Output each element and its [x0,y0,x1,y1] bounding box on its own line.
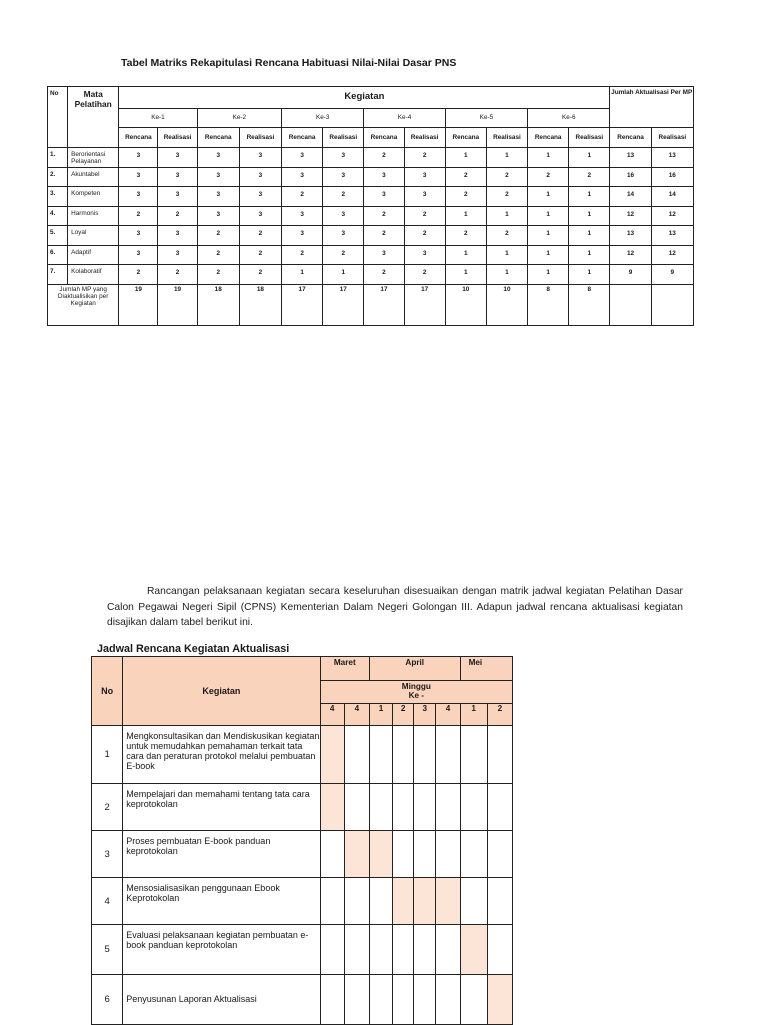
total-cell: 19 [119,284,158,325]
matrix-cell: 2 [486,226,527,246]
schedule-cell [436,726,460,784]
table1-title: Tabel Matriks Rekapitulasi Rencana Habituasi Nilai-Nilai Dasar PNS [121,57,457,69]
matrix-cell: 3 [404,187,445,207]
col-header-realisasi: Realisasi [569,128,610,148]
matrix-cell: 2 [404,226,445,246]
matrix-cell: 13 [651,226,693,246]
schedule-cell [436,784,460,831]
minggu-header [320,681,512,704]
schedule-row-number: 4 [92,878,123,925]
col-header-rencana: Rencana [364,128,404,148]
kegiatan-ke-3: Ke-3 [282,109,364,128]
col-header-rencana: Rencana [119,128,158,148]
matrix-cell: 2 [364,206,404,226]
matrix-cell: 9 [610,265,651,285]
schedule-cell [320,831,344,878]
schedule-row-number: 1 [92,726,123,784]
kegiatan-ke-2: Ke-2 [197,109,281,128]
matrix-cell: 14 [610,187,651,207]
mata-pelatihan-name: Adaptif [68,245,119,265]
matrix-cell: 12 [610,206,651,226]
matrix-cell: 3 [197,187,239,207]
mata-pelatihan-name: Loyal [68,226,119,246]
matrix-cell: 12 [651,206,693,226]
matrix-cell: 13 [610,148,651,168]
schedule-cell [460,878,487,925]
col-header-realisasi: Realisasi [404,128,445,148]
total-cell: 19 [158,284,197,325]
matrix-cell: 1 [486,265,527,285]
matrix-cell: 3 [364,245,404,265]
week-header-5: 3 [414,704,436,726]
schedule-activity: Mensosialisasikan penggunaan Ebook Keprotokolan [123,878,320,925]
schedule-row [92,878,513,925]
row-number: 7. [48,265,68,285]
col-header-rencana: Rencana [528,128,569,148]
matrix-cell: 2 [445,167,486,187]
week-header-6: 4 [436,704,460,726]
matrix-cell: 16 [651,167,693,187]
matrix-row [48,167,694,187]
schedule-cell [393,831,414,878]
matrix-cell: 1 [282,265,323,285]
matrix-cell: 2 [364,265,404,285]
schedule-header-kegiatan: Kegiatan [123,657,320,726]
schedule-cell-filled [487,975,512,1025]
schedule-cell-filled [393,878,414,925]
kegiatan-ke-6: Ke-6 [528,109,610,128]
schedule-cell [487,726,512,784]
matrix-cell: 2 [239,226,281,246]
minggu-ke-label: Ke - [408,691,425,700]
matrix-cell: 2 [569,167,610,187]
schedule-cell [320,878,344,925]
matrix-cell: 3 [239,148,281,168]
matrix-cell: 14 [651,187,693,207]
matrix-cell: 1 [569,148,610,168]
col-header-realisasi: Realisasi [323,128,364,148]
matrix-cell: 3 [119,226,158,246]
week-header-1: 4 [320,704,344,726]
kegiatan-ke-5: Ke-5 [445,109,527,128]
schedule-activity: Evaluasi pelaksanaan kegiatan pembuatan e-book panduan keprotokolan [123,925,320,975]
matrix-cell: 3 [119,167,158,187]
matrix-cell: 9 [651,265,693,285]
schedule-cell [369,925,392,975]
matrix-total-row [48,284,694,325]
row-number: 1. [48,148,68,168]
matrix-cell: 3 [364,187,404,207]
col-header-rencana: Rencana [282,128,323,148]
matrix-cell: 3 [282,148,323,168]
schedule-cell [414,784,436,831]
total-cell: 18 [239,284,281,325]
matrix-cell: 2 [197,265,239,285]
mata-pelatihan-name: Kolaboratif [68,265,119,285]
matrix-cell: 1 [569,187,610,207]
matrix-cell: 3 [323,167,364,187]
schedule-cell [344,784,369,831]
col-header-rencana: Rencana [445,128,486,148]
matrix-cell: 2 [239,265,281,285]
body-paragraph: Rancangan pelaksanaan kegiatan secara keseluruhan disesuaikan dengan matrik jadwal kegiatan Pelatihan Dasar Calon Pegawai Negeri Sipil (CPNS) Kementerian Dalam Negeri Golongan III. Adapun jadwal rencana aktualisasi kegiatan disajikan dalam tabel berikut ini. [107,586,683,628]
schedule-row [92,726,513,784]
schedule-activity: Proses pembuatan E-book panduan keprotokolan [123,831,320,878]
schedule-cell [487,784,512,831]
total-cell: 8 [528,284,569,325]
matrix-cell: 1 [486,148,527,168]
schedule-cell [436,925,460,975]
schedule-cell-filled [460,925,487,975]
matrix-cell: 3 [364,167,404,187]
matrix-cell: 2 [445,226,486,246]
row-number: 4. [48,206,68,226]
matrix-cell: 2 [119,206,158,226]
matrix-cell: 2 [197,226,239,246]
row-number: 3. [48,187,68,207]
week-header-7: 1 [460,704,487,726]
month-april: April [369,657,460,681]
matrix-cell: 1 [486,245,527,265]
matrix-cell: 3 [282,206,323,226]
matrix-cell: 2 [323,245,364,265]
matrix-cell: 3 [239,167,281,187]
total-cell [610,284,651,325]
schedule-cell [369,726,392,784]
schedule-cell [460,784,487,831]
matrix-row [48,245,694,265]
schedule-cell [460,975,487,1025]
matrix-cell: 1 [528,187,569,207]
schedule-activity: Penyusunan Laporan Aktualisasi [123,975,320,1025]
matrix-cell: 16 [610,167,651,187]
week-header-4: 2 [393,704,414,726]
matrix-row [48,187,694,207]
matrix-cell: 2 [486,187,527,207]
col-header-mata-pelatihan: Mata Pelatihan [68,87,119,148]
matrix-cell: 1 [445,265,486,285]
total-cell [651,284,693,325]
col-header-kegiatan: Kegiatan [119,87,610,109]
matrix-cell: 1 [569,226,610,246]
matrix-row [48,265,694,285]
matrix-cell: 2 [119,265,158,285]
matrix-cell: 3 [323,206,364,226]
row-number: 2. [48,167,68,187]
matrix-cell: 1 [569,245,610,265]
matrix-cell: 2 [404,265,445,285]
activity-schedule-table [91,656,513,1025]
schedule-cell-filled [320,784,344,831]
matrix-cell: 2 [364,148,404,168]
matrix-cell: 3 [119,245,158,265]
week-header-2: 4 [344,704,369,726]
col-header-rencana: Rencana [197,128,239,148]
total-row-label: Jumlah MP yang Diaktualisikan per Kegiatan [48,284,119,325]
mata-pelatihan-name: Kompeten [68,187,119,207]
kegiatan-ke-1: Ke-1 [119,109,197,128]
matrix-cell: 3 [158,167,197,187]
schedule-row-number: 3 [92,831,123,878]
minggu-label: Minggu [401,682,431,692]
matrix-cell: 3 [239,206,281,226]
schedule-cell-filled [436,878,460,925]
schedule-row [92,831,513,878]
mata-pelatihan-name: Berorientasi Pelayanan [68,148,119,168]
total-cell: 8 [569,284,610,325]
total-cell: 10 [486,284,527,325]
matrix-cell: 3 [119,148,158,168]
matrix-cell: 2 [486,167,527,187]
month-maret: Maret [320,657,369,681]
matrix-cell: 3 [158,148,197,168]
col-header-jumlah-aktualisasi: Jumlah Aktualisasi Per MP [610,87,694,128]
schedule-cell [414,925,436,975]
row-number: 5. [48,226,68,246]
col-header-realisasi: Realisasi [158,128,197,148]
col-header-no: No [48,87,68,148]
schedule-cell [369,975,392,1025]
schedule-cell [393,975,414,1025]
schedule-cell-filled [344,831,369,878]
schedule-cell [436,831,460,878]
matrix-cell: 12 [610,245,651,265]
matrix-cell: 1 [569,265,610,285]
matrix-cell: 3 [282,167,323,187]
schedule-row-number: 6 [92,975,123,1025]
matrix-cell: 3 [197,167,239,187]
matrix-cell: 3 [323,148,364,168]
matrix-cell: 2 [404,206,445,226]
matrix-cell: 1 [445,148,486,168]
matrix-cell: 1 [528,265,569,285]
matrix-row [48,226,694,246]
matrix-cell: 2 [282,187,323,207]
schedule-cell [487,831,512,878]
matrix-cell: 3 [404,245,445,265]
matrix-cell: 2 [445,187,486,207]
schedule-cell [393,726,414,784]
matrix-cell: 12 [651,245,693,265]
schedule-cell-filled [369,831,392,878]
matrix-cell: 1 [569,206,610,226]
row-number: 6. [48,245,68,265]
matrix-cell: 1 [445,245,486,265]
schedule-cell [460,831,487,878]
matrix-cell: 2 [197,245,239,265]
schedule-cell [414,831,436,878]
matrix-row [48,206,694,226]
matrix-cell: 2 [239,245,281,265]
total-cell: 17 [404,284,445,325]
matrix-cell: 3 [197,148,239,168]
week-header-3: 1 [369,704,392,726]
schedule-row [92,975,513,1025]
table2-title: Jadwal Rencana Kegiatan Aktualisasi [97,643,290,655]
matrix-cell: 3 [197,206,239,226]
col-header-realisasi: Realisasi [486,128,527,148]
matrix-cell: 1 [486,206,527,226]
total-cell: 17 [323,284,364,325]
total-cell: 17 [282,284,323,325]
matrix-cell: 1 [528,206,569,226]
kegiatan-ke-4: Ke-4 [364,109,445,128]
mata-pelatihan-name: Harmonis [68,206,119,226]
schedule-activity: Mengkonsultasikan dan Mendiskusikan kegiatan untuk memudahkan pemahaman terkait tata cara dan peraturan protokol melalui pembuatan E-book [123,726,320,784]
matrix-cell: 3 [323,226,364,246]
total-cell: 10 [445,284,486,325]
matrix-row [48,148,694,168]
schedule-cell-filled [320,726,344,784]
matrix-cell: 2 [158,265,197,285]
total-cell: 17 [364,284,404,325]
matrix-cell: 1 [528,148,569,168]
col-header-realisasi: Realisasi [651,128,693,148]
schedule-cell [369,878,392,925]
schedule-cell [344,975,369,1025]
matrix-cell: 2 [364,226,404,246]
schedule-cell [393,925,414,975]
matrix-cell: 2 [323,187,364,207]
habituation-matrix-table [47,86,694,326]
schedule-row-number: 5 [92,925,123,975]
matrix-cell: 2 [404,148,445,168]
schedule-cell [344,726,369,784]
matrix-cell: 3 [239,187,281,207]
schedule-cell [460,726,487,784]
mata-pelatihan-name: Akuntabel [68,167,119,187]
schedule-row [92,925,513,975]
matrix-cell: 2 [282,245,323,265]
matrix-cell: 2 [528,167,569,187]
matrix-cell: 3 [404,167,445,187]
schedule-header-no: No [92,657,123,726]
schedule-cell [487,878,512,925]
matrix-cell: 1 [528,226,569,246]
matrix-cell: 1 [445,206,486,226]
matrix-cell: 3 [158,245,197,265]
schedule-row-number: 2 [92,784,123,831]
schedule-row [92,784,513,831]
matrix-cell: 13 [651,148,693,168]
schedule-cell [436,975,460,1025]
matrix-cell: 3 [282,226,323,246]
schedule-cell [414,726,436,784]
matrix-cell: 1 [323,265,364,285]
col-header-realisasi: Realisasi [239,128,281,148]
matrix-cell: 3 [119,187,158,207]
schedule-cell [344,878,369,925]
matrix-cell: 3 [158,187,197,207]
schedule-activity: Mempelajari dan memahami tentang tata cara keprotokolan [123,784,320,831]
schedule-cell [393,784,414,831]
schedule-cell [414,975,436,1025]
matrix-cell: 13 [610,226,651,246]
schedule-cell [487,925,512,975]
month-mei: Mei [460,657,512,681]
matrix-cell: 1 [528,245,569,265]
matrix-cell: 3 [158,226,197,246]
schedule-cell [369,784,392,831]
matrix-cell: 2 [158,206,197,226]
col-header-rencana: Rencana [610,128,651,148]
week-header-8: 2 [487,704,512,726]
schedule-cell [320,925,344,975]
total-cell: 18 [197,284,239,325]
schedule-cell-filled [414,878,436,925]
schedule-cell [344,925,369,975]
schedule-cell [320,975,344,1025]
